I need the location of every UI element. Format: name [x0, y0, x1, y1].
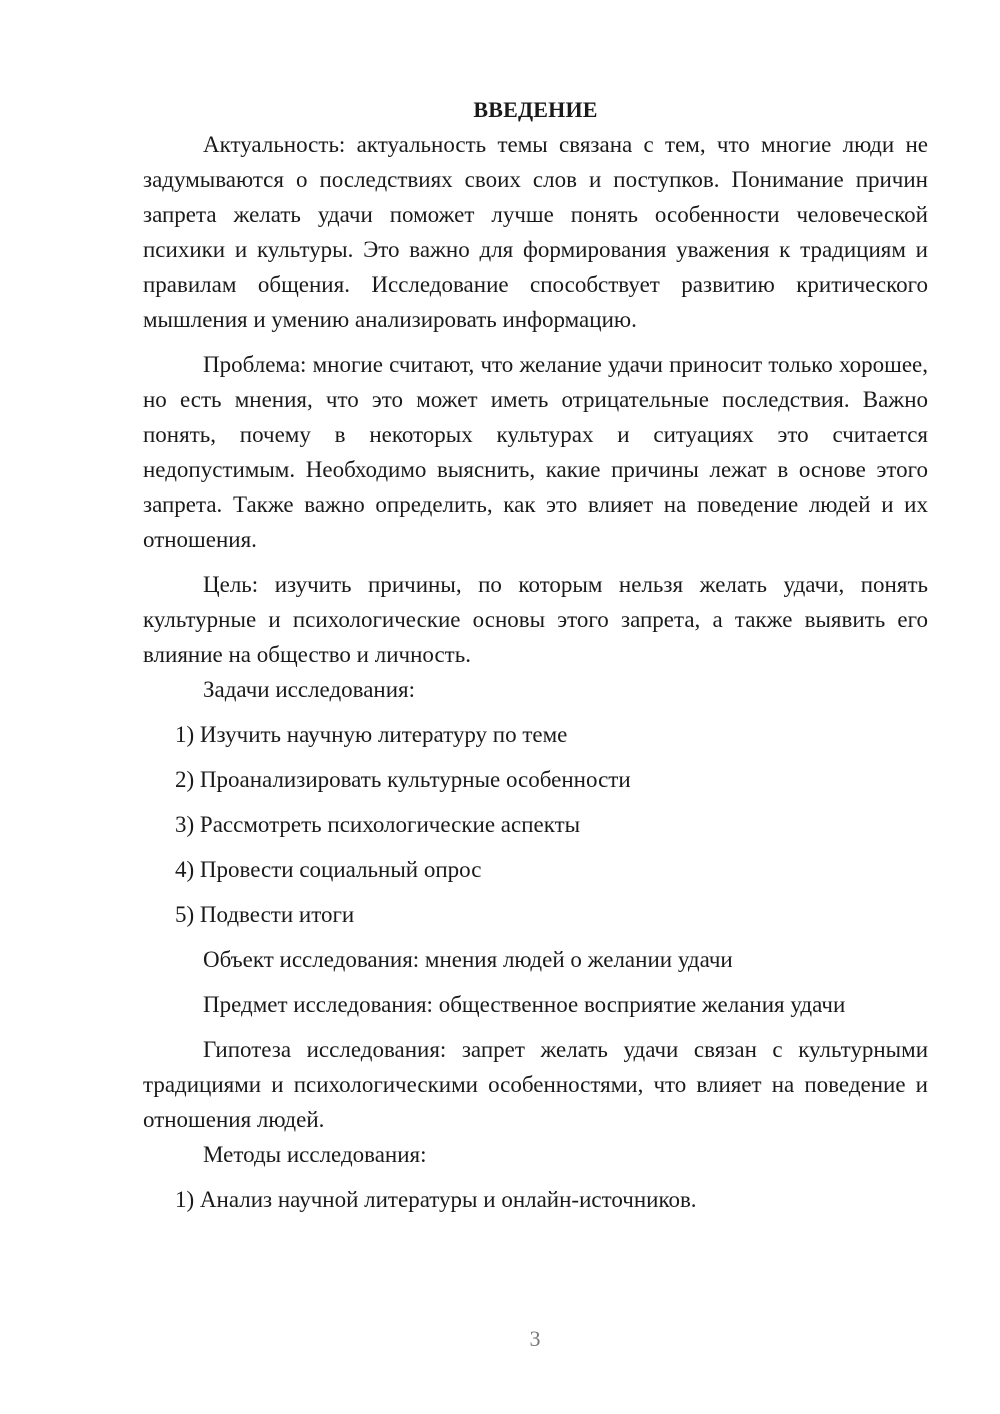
methods-heading: Методы исследования:: [203, 1142, 427, 1167]
hypothesis-paragraph: Гипотеза исследования: запрет желать удачи связан с культурными традициями и психологическими особенностями, что влияет на поведение и отношения людей.: [143, 1037, 928, 1132]
actuality-paragraph: Актуальность: актуальность темы связана с тем, что многие люди не задумываются о последствиях своих слов и поступков. Понимание причин запрета желать удачи поможет лучше понять особенности человеческой психики и культуры. Это важно для формирования уважения к традициям и правилам общения. Исследование способствует развитию критического мышления и умению анализировать информацию.: [143, 132, 928, 332]
task-item: 4) Провести социальный опрос: [175, 857, 482, 882]
problem-paragraph: Проблема: многие считают, что желание удачи приносит только хорошее, но есть мнения, что это может иметь отрицательные последствия. Важно понять, почему в некоторых культурах и ситуациях это считается недопустимым. Необходимо выяснить, какие причины лежат в основе этого запрета. Также важно определить, как это влияет на поведение людей и их отношения.: [143, 352, 928, 552]
task-item: 1) Изучить научную литературу по теме: [175, 722, 568, 747]
object-line: Объект исследования: мнения людей о желании удачи: [203, 947, 733, 972]
task-item: 2) Проанализировать культурные особенности: [175, 767, 631, 792]
page-number: 3: [529, 1326, 541, 1351]
subject-line: Предмет исследования: общественное восприятие желания удачи: [203, 992, 846, 1017]
method-item: 1) Анализ научной литературы и онлайн-источников.: [175, 1187, 697, 1212]
task-item: 3) Рассмотреть психологические аспекты: [175, 812, 581, 837]
section-title: ВВЕДЕНИЕ: [473, 97, 598, 122]
goal-paragraph: Цель: изучить причины, по которым нельзя желать удачи, понять культурные и психологические основы этого запрета, а также выявить его влияние на общество и личность.: [143, 572, 928, 667]
page-content: [143, 92, 928, 1217]
tasks-heading: Задачи исследования:: [203, 677, 416, 702]
task-item: 5) Подвести итоги: [175, 902, 355, 927]
